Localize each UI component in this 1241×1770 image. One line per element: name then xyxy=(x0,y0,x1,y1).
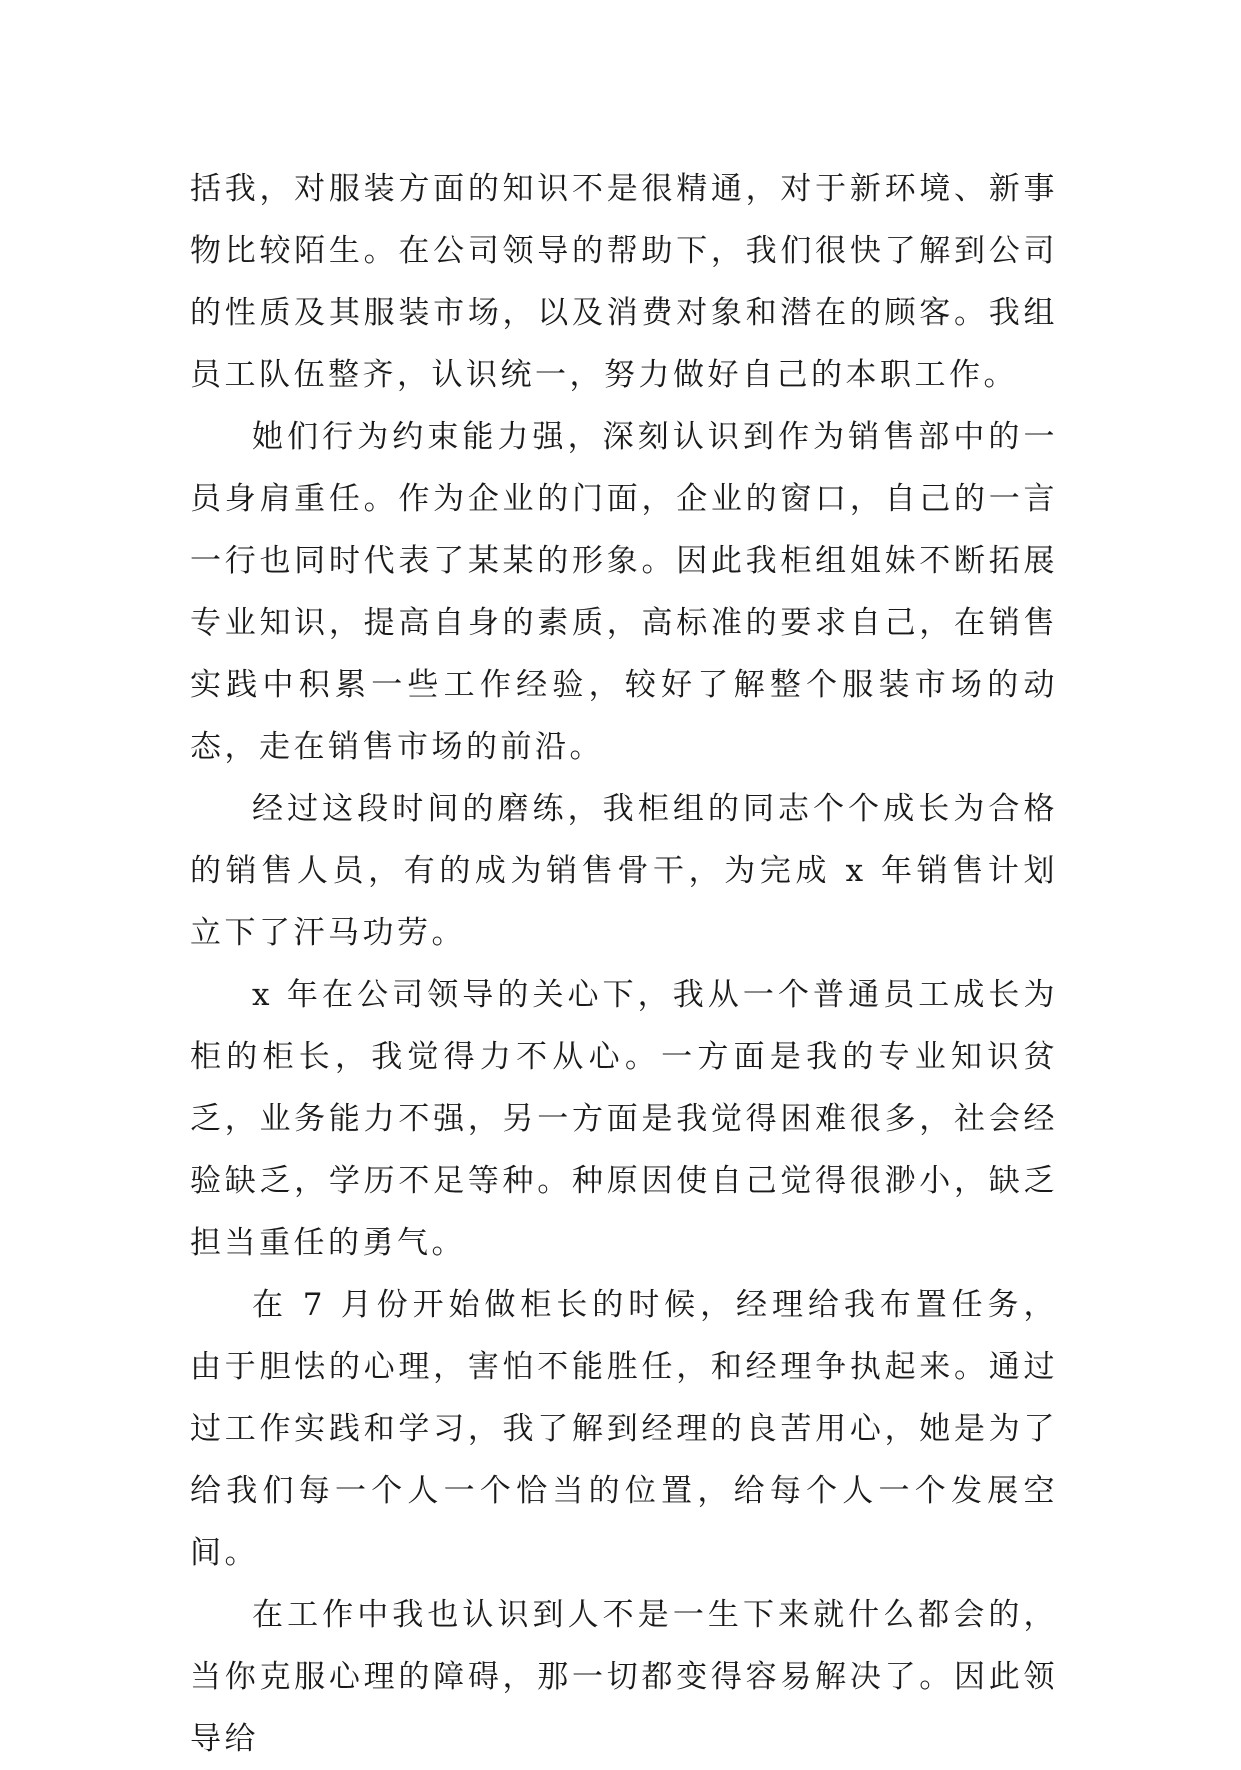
paragraph-4: x 年在公司领导的关心下，我从一个普通员工成长为柜的柜长，我觉得力不从心。一方面是我的专业知识贫乏，业务能力不强，另一方面是我觉得困难很多，社会经验缺乏，学历不足等种。种原因使自己觉得很渺小，缺乏担当重任的勇气。 xyxy=(190,977,1058,1261)
paragraph-3: 经过这段时间的磨练，我柜组的同志个个成长为合格的销售人员，有的成为销售骨干，为完成 x 年销售计划立下了汗马功劳。 xyxy=(190,791,1058,951)
paragraph-5: 在 7 月份开始做柜长的时候，经理给我布置任务，由于胆怯的心理，害怕不能胜任，和经理争执起来。通过过工作实践和学习，我了解到经理的良苦用心，她是为了给我们每一个人一个恰当的位置，给每个人一个发展空间。 xyxy=(190,1287,1058,1571)
paragraph-1: 括我，对服装方面的知识不是很精通，对于新环境、新事物比较陌生。在公司领导的帮助下，我们很快了解到公司的性质及其服装市场，以及消费对象和潜在的顾客。我组员工队伍整齐，认识统一，努力做好自己的本职工作。 xyxy=(190,171,1058,393)
paragraph-6: 在工作中我也认识到人不是一生下来就什么都会的，当你克服心理的障碍，那一切都变得容易解决了。因此领导给 xyxy=(190,1597,1058,1757)
body-text xyxy=(190,158,1058,1770)
paragraph-2: 她们行为约束能力强，深刻认识到作为销售部中的一员身肩重任。作为企业的门面，企业的窗口，自己的一言一行也同时代表了某某的形象。因此我柜组姐妹不断拓展专业知识，提高自身的素质，高标准的要求自己，在销售实践中积累一些工作经验，较好了解整个服装市场的动态，走在销售市场的前沿。 xyxy=(190,419,1058,765)
